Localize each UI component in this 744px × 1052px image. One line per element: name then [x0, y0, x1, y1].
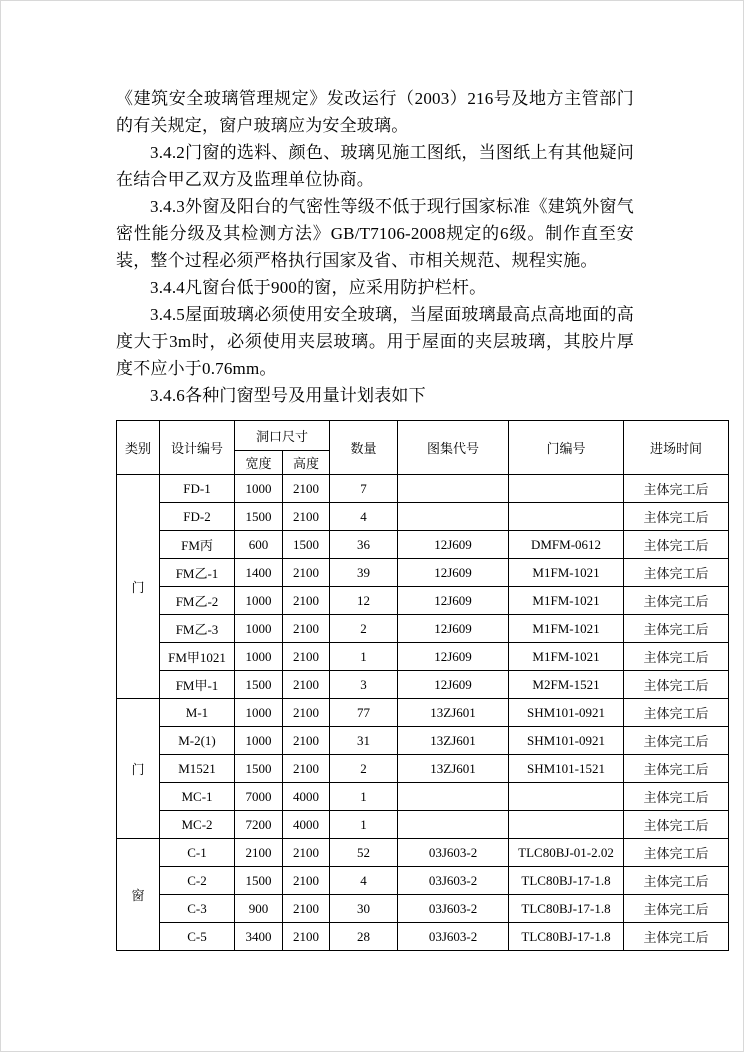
entry-time-cell: 主体完工后 [624, 475, 729, 503]
height-cell: 2100 [283, 503, 330, 531]
entry-time-cell: 主体完工后 [624, 699, 729, 727]
table-row [117, 559, 729, 587]
table-row [117, 503, 729, 531]
door-no-cell: SHM101-0921 [509, 727, 624, 755]
design-no-cell: MC-1 [160, 783, 235, 811]
design-no-cell: C-5 [160, 923, 235, 951]
height-cell: 2100 [283, 895, 330, 923]
height-cell: 2100 [283, 755, 330, 783]
table-row [117, 643, 729, 671]
height-cell: 4000 [283, 783, 330, 811]
design-no-cell: FM乙-3 [160, 615, 235, 643]
paragraph-3-4-3: 3.4.3外窗及阳台的气密性等级不低于现行国家标准《建筑外窗气密性能分级及其检测方法》GB/T7106-2008规定的6级。制作直至安装，整个过程必须严格执行国家及省、市相关规范、规程实施。 [116, 197, 634, 270]
header-opening-size: 洞口尺寸 [235, 421, 330, 451]
atlas-code-cell: 12J609 [398, 531, 509, 559]
atlas-code-cell: 03J603-2 [398, 867, 509, 895]
table-row [117, 615, 729, 643]
height-cell: 2100 [283, 559, 330, 587]
design-no-cell: FM乙-1 [160, 559, 235, 587]
width-cell: 3400 [235, 923, 283, 951]
entry-time-cell: 主体完工后 [624, 867, 729, 895]
door-no-cell: M1FM-1021 [509, 559, 624, 587]
door-no-cell: M2FM-1521 [509, 671, 624, 699]
width-cell: 2100 [235, 839, 283, 867]
entry-time-cell: 主体完工后 [624, 531, 729, 559]
quantity-cell: 4 [330, 867, 398, 895]
width-cell: 7200 [235, 811, 283, 839]
door-window-table [116, 420, 729, 951]
category-cell: 门 [117, 475, 160, 699]
design-no-cell: C-2 [160, 867, 235, 895]
quantity-cell: 39 [330, 559, 398, 587]
header-width: 宽度 [235, 451, 283, 475]
design-no-cell: FM甲-1 [160, 671, 235, 699]
atlas-code-cell: 03J603-2 [398, 839, 509, 867]
width-cell: 1000 [235, 615, 283, 643]
header-entry-time: 进场时间 [624, 421, 729, 475]
design-no-cell: FD-1 [160, 475, 235, 503]
height-cell: 2100 [283, 671, 330, 699]
paragraph-glass-regulation: 《建筑安全玻璃管理规定》发改运行（2003）216号及地方主管部门的有关规定，窗户玻璃应为安全玻璃。 [116, 89, 634, 135]
entry-time-cell: 主体完工后 [624, 643, 729, 671]
entry-time-cell: 主体完工后 [624, 783, 729, 811]
atlas-code-cell: 13ZJ601 [398, 755, 509, 783]
quantity-cell: 52 [330, 839, 398, 867]
design-no-cell: FD-2 [160, 503, 235, 531]
door-no-cell: TLC80BJ-17-1.8 [509, 923, 624, 951]
quantity-cell: 1 [330, 643, 398, 671]
design-no-cell: FM甲1021 [160, 643, 235, 671]
design-no-cell: M-1 [160, 699, 235, 727]
table-row [117, 783, 729, 811]
design-no-cell: C-1 [160, 839, 235, 867]
entry-time-cell: 主体完工后 [624, 895, 729, 923]
door-no-cell: DMFM-0612 [509, 531, 624, 559]
entry-time-cell: 主体完工后 [624, 671, 729, 699]
quantity-cell: 7 [330, 475, 398, 503]
height-cell: 2100 [283, 923, 330, 951]
width-cell: 1500 [235, 671, 283, 699]
atlas-code-cell [398, 475, 509, 503]
atlas-code-cell: 12J609 [398, 671, 509, 699]
width-cell: 1000 [235, 699, 283, 727]
entry-time-cell: 主体完工后 [624, 503, 729, 531]
width-cell: 1000 [235, 587, 283, 615]
quantity-cell: 2 [330, 615, 398, 643]
atlas-code-cell [398, 503, 509, 531]
atlas-code-cell: 03J603-2 [398, 895, 509, 923]
paragraph-3-4-6-table-caption: 3.4.6各种门窗型号及用量计划表如下 [150, 386, 426, 405]
height-cell: 2100 [283, 699, 330, 727]
paragraph-3-4-4: 3.4.4凡窗台低于900的窗，应采用防护栏杆。 [150, 278, 487, 297]
door-no-cell [509, 475, 624, 503]
width-cell: 1400 [235, 559, 283, 587]
entry-time-cell: 主体完工后 [624, 727, 729, 755]
width-cell: 900 [235, 895, 283, 923]
category-cell: 窗 [117, 839, 160, 951]
door-no-cell: M1FM-1021 [509, 643, 624, 671]
height-cell: 2100 [283, 839, 330, 867]
height-cell: 2100 [283, 643, 330, 671]
door-no-cell: TLC80BJ-01-2.02 [509, 839, 624, 867]
design-no-cell: M1521 [160, 755, 235, 783]
entry-time-cell: 主体完工后 [624, 559, 729, 587]
height-cell: 2100 [283, 867, 330, 895]
door-no-cell: SHM101-0921 [509, 699, 624, 727]
width-cell: 1500 [235, 867, 283, 895]
quantity-cell: 36 [330, 531, 398, 559]
entry-time-cell: 主体完工后 [624, 811, 729, 839]
header-category: 类别 [117, 421, 160, 475]
door-no-cell: TLC80BJ-17-1.8 [509, 895, 624, 923]
atlas-code-cell: 13ZJ601 [398, 699, 509, 727]
entry-time-cell: 主体完工后 [624, 839, 729, 867]
category-cell: 门 [117, 699, 160, 839]
table-row [117, 923, 729, 951]
table-row [117, 531, 729, 559]
width-cell: 1500 [235, 755, 283, 783]
table-row [117, 699, 729, 727]
quantity-cell: 3 [330, 671, 398, 699]
door-no-cell: M1FM-1021 [509, 587, 624, 615]
entry-time-cell: 主体完工后 [624, 587, 729, 615]
entry-time-cell: 主体完工后 [624, 615, 729, 643]
height-cell: 2100 [283, 727, 330, 755]
quantity-cell: 1 [330, 783, 398, 811]
header-design-no: 设计编号 [160, 421, 235, 475]
entry-time-cell: 主体完工后 [624, 923, 729, 951]
height-cell: 2100 [283, 587, 330, 615]
quantity-cell: 77 [330, 699, 398, 727]
atlas-code-cell: 12J609 [398, 643, 509, 671]
header-door-no: 门编号 [509, 421, 624, 475]
table-row [117, 587, 729, 615]
atlas-code-cell: 13ZJ601 [398, 727, 509, 755]
door-no-cell [509, 811, 624, 839]
paragraph-3-4-5: 3.4.5屋面玻璃必须使用安全玻璃，当屋面玻璃最高点高地面的高度大于3m时，必须使用夹层玻璃。用于屋面的夹层玻璃，其胶片厚度不应小于0.76mm。 [116, 305, 634, 378]
height-cell: 1500 [283, 531, 330, 559]
width-cell: 600 [235, 531, 283, 559]
door-no-cell: SHM101-1521 [509, 755, 624, 783]
table-row [117, 671, 729, 699]
table-body [117, 475, 729, 951]
header-atlas-code: 图集代号 [398, 421, 509, 475]
table-header [117, 421, 729, 475]
quantity-cell: 30 [330, 895, 398, 923]
body-text [116, 85, 634, 409]
door-no-cell: TLC80BJ-17-1.8 [509, 867, 624, 895]
door-no-cell [509, 783, 624, 811]
quantity-cell: 12 [330, 587, 398, 615]
width-cell: 1000 [235, 475, 283, 503]
height-cell: 2100 [283, 615, 330, 643]
table-row [117, 755, 729, 783]
table-row [117, 867, 729, 895]
door-no-cell: M1FM-1021 [509, 615, 624, 643]
header-height: 高度 [283, 451, 330, 475]
design-no-cell: M-2(1) [160, 727, 235, 755]
width-cell: 1500 [235, 503, 283, 531]
width-cell: 7000 [235, 783, 283, 811]
design-no-cell: C-3 [160, 895, 235, 923]
atlas-code-cell: 12J609 [398, 587, 509, 615]
width-cell: 1000 [235, 727, 283, 755]
entry-time-cell: 主体完工后 [624, 755, 729, 783]
quantity-cell: 31 [330, 727, 398, 755]
quantity-cell: 4 [330, 503, 398, 531]
table-row [117, 727, 729, 755]
atlas-code-cell [398, 783, 509, 811]
atlas-code-cell: 12J609 [398, 559, 509, 587]
door-no-cell [509, 503, 624, 531]
design-no-cell: MC-2 [160, 811, 235, 839]
table-row [117, 811, 729, 839]
atlas-code-cell [398, 811, 509, 839]
header-quantity: 数量 [330, 421, 398, 475]
atlas-code-cell: 03J603-2 [398, 923, 509, 951]
table-row [117, 895, 729, 923]
door-window-table-container [116, 420, 728, 951]
width-cell: 1000 [235, 643, 283, 671]
quantity-cell: 2 [330, 755, 398, 783]
quantity-cell: 28 [330, 923, 398, 951]
table-row [117, 475, 729, 503]
paragraph-3-4-2: 3.4.2门窗的选料、颜色、玻璃见施工图纸，当图纸上有其他疑问在结合甲乙双方及监理单位协商。 [116, 143, 634, 189]
design-no-cell: FM丙 [160, 531, 235, 559]
table-row [117, 839, 729, 867]
design-no-cell: FM乙-2 [160, 587, 235, 615]
height-cell: 2100 [283, 475, 330, 503]
height-cell: 4000 [283, 811, 330, 839]
quantity-cell: 1 [330, 811, 398, 839]
atlas-code-cell: 12J609 [398, 615, 509, 643]
